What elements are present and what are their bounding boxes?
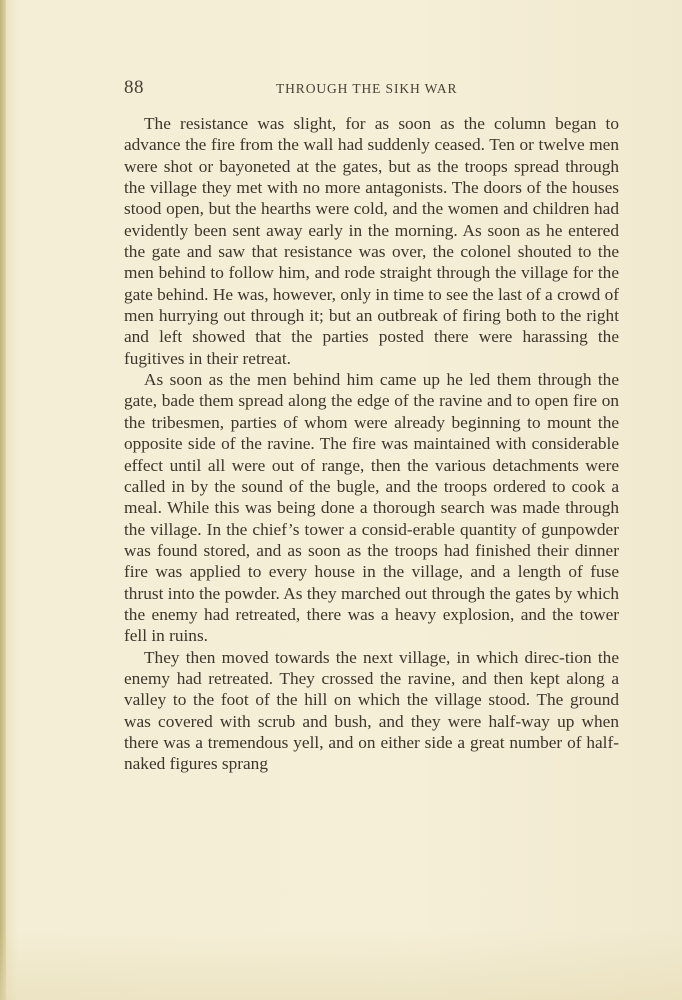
running-head [124,77,620,101]
body-text [124,113,619,775]
paragraph-3: They then moved towards the next village, in which direc-tion the enemy had retreated. They crossed the ravine, and then kept along a valley to the foot of the hill on which the village stood. The ground was covered with scrub and bush, and they were half-way up when there was a tremendous yell, and on either side a great number of half-naked figures sprang [124,647,619,774]
paragraph-2: As soon as the men behind him came up he led them through the gate, bade them spread along the edge of the ravine and to open fire on the tribesmen, parties of whom were already beginning to mount the opposite side of the ravine. The fire was maintained with considerable effect until all were out of range, then the various detachments were called in by the sound of the bugle, and the troops ordered to cook a meal. While this was being done a thorough search was made through the village. In the chief’s tower a consid-erable quantity of gunpowder was found stored, and as soon as the troops had finished their dinner fire was applied to every house in the village, and a length of fuse thrust into the powder. As they marched out through the gates by which the enemy had retreated, there was a heavy explosion, and the tower fell in ruins. [124,370,619,646]
running-title: THROUGH THE SIKH WAR [276,81,458,96]
paragraph-1: The resistance was slight, for as soon as the column began to advance the fire from the wall had suddenly ceased. Ten or twelve men were shot or bayoneted at the gates, but as the troops spread through the village they met with no more antagonists. The doors of the houses stood open, but the hearths were cold, and the women and children had evidently been sent away early in the morning. As soon as he entered the gate and saw that resistance was over, the colonel shouted to the men behind to follow him, and rode straight through the village for the gate behind. He was, however, only in time to see the last of a crowd of men hurrying out through it; but an outbreak of firing both to the right and left showed that the parties posted there were harassing the fugitives in their retreat. [124,114,619,368]
page-number: 88 [124,77,144,98]
